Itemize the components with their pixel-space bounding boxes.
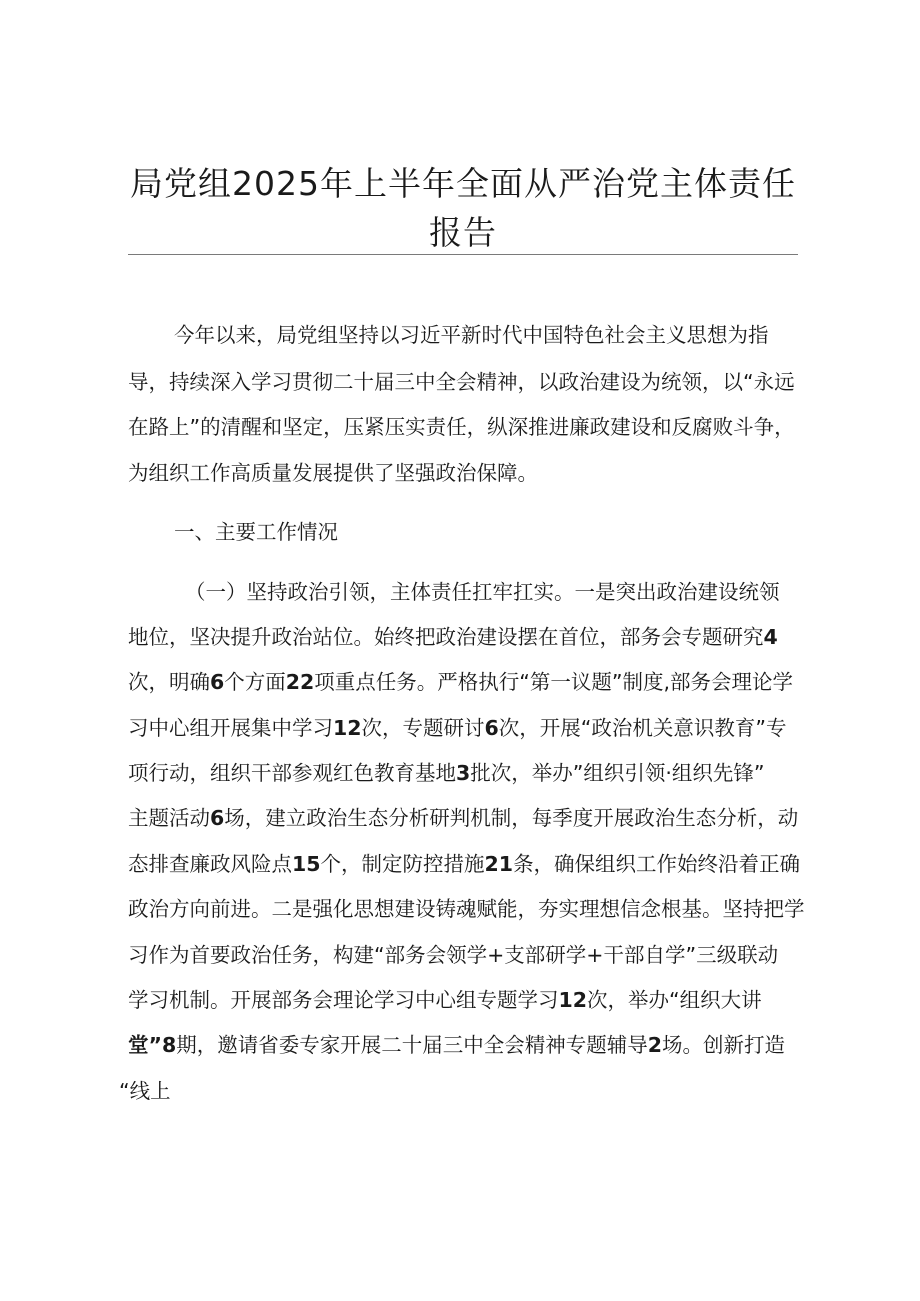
para1-line-1: （一）坚持政治引领，主体责任扛牢扛实。一是突出政治建设统领 [185,580,780,604]
intro-line-4: 为组织工作高质量发展提供了坚强政治保障。 [128,461,538,485]
text: 项重点任务。严格执行“第一议题”制度,部务会理论学 [314,670,794,694]
number: 3 [456,761,471,785]
para1-line-4 [128,713,787,743]
text: 场，建立政治生态分析研判机制，每季度开展政治生态分析，动 [224,806,799,830]
text: 次，开展“政治机关意识教育”专 [498,716,787,740]
para1-line-6 [128,803,798,833]
text: 习中心组开展集中学习 [128,716,333,740]
para1-line-3 [128,667,793,697]
number: 12 [333,716,362,740]
text: 期，邀请省委专家开展二十届三中全会精神专题辅导 [176,1033,648,1057]
number: 12 [558,988,588,1012]
number: 8 [161,1033,177,1057]
para1-line-10 [128,985,762,1015]
text: 次，举办“组织大讲 [587,988,762,1012]
title-underline [128,254,798,255]
para1-line-2 [128,622,778,652]
text: 个，制定防控措施 [320,852,485,876]
text: 项行动，组织干部参观红色教育基地 [128,761,456,785]
text: 堂” [128,1033,162,1057]
text: 学习机制。开展部务会理论学习中心组专题学习 [128,988,559,1012]
text: 个方面 [224,670,286,694]
intro-line-3: 在路上”的清醒和坚定，压紧压实责任，纵深推进廉政建设和反腐败斗争， [128,415,795,439]
text: 主题活动 [128,806,210,830]
text: 条，确保组织工作始终沿着正确 [513,852,801,876]
text: 次，专题研讨 [361,716,485,740]
text: 批次，举办”组织引领·组织先锋” [470,761,765,785]
para1-line-11 [128,1030,785,1060]
number: 21 [484,852,514,876]
para1-line-5 [128,758,765,788]
number: 15 [292,852,321,876]
document-title-line-2: 报告 [429,213,497,252]
intro-line-2: 导，持续深入学习贯彻二十届三中全会精神，以政治建设为统领，以“永远 [128,370,795,394]
para1-line-9: 习作为首要政治任务，构建“部务会领学+支部研学+干部自学”三级联动 [128,943,779,967]
para1-line-7 [128,849,800,879]
para1-line-8: 政治方向前进。二是强化思想建设铸魂赋能，夯实理想信念根基。坚持把学 [128,897,805,921]
number: 4 [763,625,778,649]
text: 态排查廉政风险点 [128,852,292,876]
document-title-line-1: 局党组2025年上半年全面从严治党主体责任 [130,164,796,203]
number: 6 [210,806,225,830]
number: 22 [285,670,315,694]
section-heading: 一、主要工作情况 [174,520,338,544]
para1-line-12: “线上 [119,1079,171,1103]
number: 6 [210,670,225,694]
text: 地位，坚决提升政治站位。始终把政治建设摆在首位，部务会专题研究 [128,625,764,649]
intro-line-1: 今年以来，局党组坚持以习近平新时代中国特色社会主义思想为指 [174,323,769,347]
text: 次，明确 [128,670,210,694]
number: 6 [484,716,499,740]
number: 2 [647,1033,663,1057]
text: 场。创新打造 [662,1033,786,1057]
